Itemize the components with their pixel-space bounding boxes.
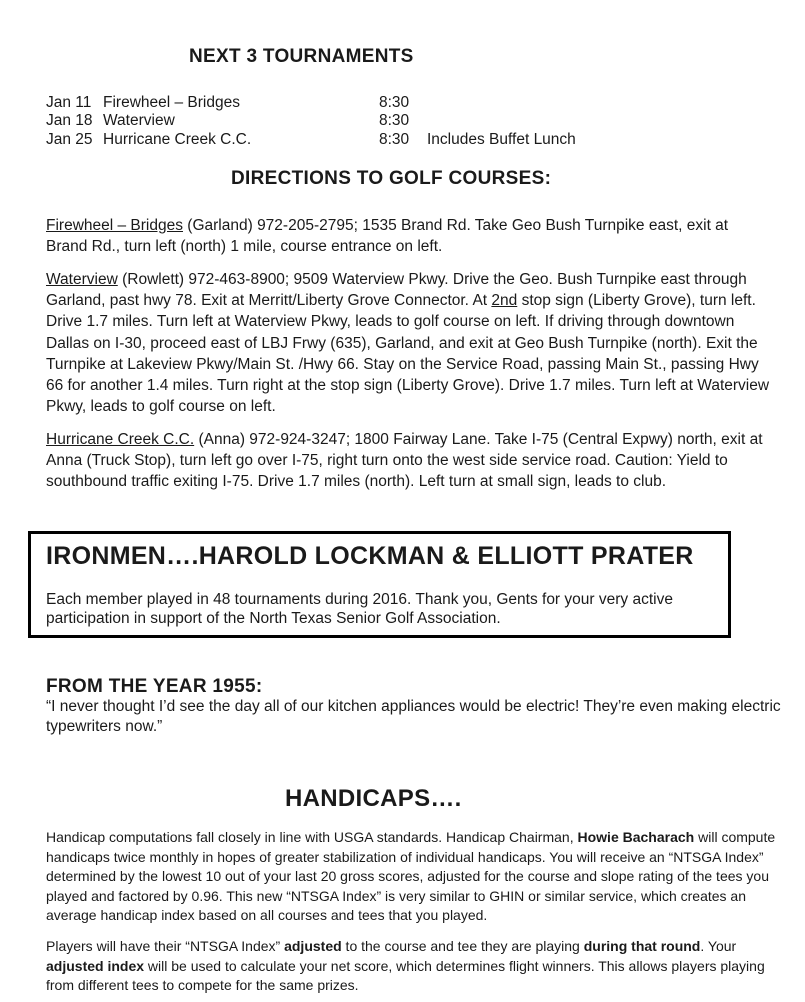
directions-text: (Rowlett) 972-463-8900; 9509 Waterview Pkwy. Drive the Geo. Bush Turnpike east through Garland, past hwy 78. Exit at Merritt/Liberty Grove Connector. At	[46, 271, 747, 310]
paragraph-text: Players will have their “NTSGA Index”	[46, 938, 285, 954]
directions-title: DIRECTIONS TO GOLF COURSES:	[231, 168, 552, 189]
course-name-waterview: Waterview	[46, 271, 118, 288]
paragraph-text: will be used to calculate your net score, which determines flight winners. This allows players playing from different tees to compete for the same prizes.	[46, 957, 765, 993]
tournament-row	[46, 131, 746, 150]
next-tournaments-title: NEXT 3 TOURNAMENTS	[189, 46, 414, 67]
ironmen-box	[28, 531, 731, 638]
course-name-firewheel: Firewheel – Bridges	[46, 217, 183, 234]
tournament-time: 8:30	[379, 112, 410, 129]
directions-text: (Anna) 972-924-3247; 1800 Fairway Lane. Take I-75 (Central Expwy) north, exit at Anna (Truck Stop), turn left go over I-75, right turn onto the west side service road. Caution: Yield to southbound traffic exiting I-75. Drive 1.7 miles (north). Left turn at small sign, leads to club.	[46, 431, 763, 491]
tournament-date: Jan 25	[46, 131, 93, 148]
tournament-course: Firewheel – Bridges	[103, 94, 240, 111]
handicaps-title: HANDICAPS….	[285, 785, 462, 812]
handicaps-paragraph-1	[46, 828, 776, 926]
tournament-course: Hurricane Creek C.C.	[103, 131, 252, 148]
course-name-hurricane-creek: Hurricane Creek C.C.	[46, 431, 195, 448]
tournament-time: 8:30	[379, 131, 410, 148]
handicap-chairman-name: Howie Bacharach	[577, 829, 695, 845]
year-1955-title: FROM THE YEAR 1955:	[46, 676, 263, 697]
directions-text: stop sign (Liberty Grove), turn left. Drive 1.7 miles. Turn left at Waterview Pkwy, leads to golf course on left. If driving through downtown Dallas on I-30, proceed east of LBJ Frwy (635), Garland, and exit at Geo Bush Turnpike (north). Exit the Turnpike at Lakeview Pkwy/Main St. /Hwy 66. Stay on the Service Road, passing Main St., passing Hwy 66 for another 1.4 miles. Turn right at the stop sign (Liberty Grove). Drive 1.7 miles. Turn left at Waterview Pkwy, leads to golf course on left.	[46, 292, 770, 416]
directions-hurricane-creek	[46, 429, 771, 493]
emphasis-during-round: during that round	[583, 938, 701, 954]
tournament-date: Jan 18	[46, 112, 93, 129]
tournament-row	[46, 112, 746, 131]
ironmen-title: IRONMEN….HAROLD LOCKMAN & ELLIOTT PRATER	[46, 542, 694, 570]
tournament-row	[46, 94, 746, 113]
emphasis-adjusted-index: adjusted index	[46, 957, 145, 974]
ironmen-text: Each member played in 48 tournaments during 2016. Thank you, Gents for your very active participation in support of the North Texas Senior Golf Association.	[46, 591, 673, 627]
tournament-note: Includes Buffet Lunch	[427, 131, 576, 148]
directions-text: (Garland) 972-205-2795; 1535 Brand Rd. Take Geo Bush Turnpike east, exit at Brand Rd., turn left (north) 1 mile, course entrance on left.	[46, 217, 729, 256]
handicaps-paragraph-2	[46, 937, 776, 996]
directions-waterview	[46, 269, 771, 417]
paragraph-text: to the course and tee they are playing	[341, 938, 584, 954]
ordinal-2nd: 2nd	[491, 292, 518, 310]
year-1955-quote: “I never thought I’d see the day all of our kitchen appliances would be electric! They’re even making electric typewriters now.”	[46, 698, 781, 735]
tournament-course: Waterview	[103, 112, 175, 129]
tournament-date: Jan 11	[46, 94, 92, 111]
emphasis-adjusted: adjusted	[284, 938, 342, 954]
paragraph-text: will compute handicaps twice monthly in hopes of greater stabilization of individual handicaps. You will receive an “NTSGA Index” determined by the lowest 10 out of your last 20 gross scores, adjusted for the course and slope rating of the tees you played and factored by 0.96. This new “NTSGA Index” is very similar to GHIN or similar service, which creates an average handicap index based on all courses and tees that you played.	[46, 829, 776, 923]
paragraph-text: Handicap computations fall closely in line with USGA standards. Handicap Chairman,	[46, 829, 578, 845]
directions-firewheel	[46, 215, 771, 257]
tournament-time: 8:30	[379, 94, 410, 111]
paragraph-text: . Your	[700, 938, 737, 954]
